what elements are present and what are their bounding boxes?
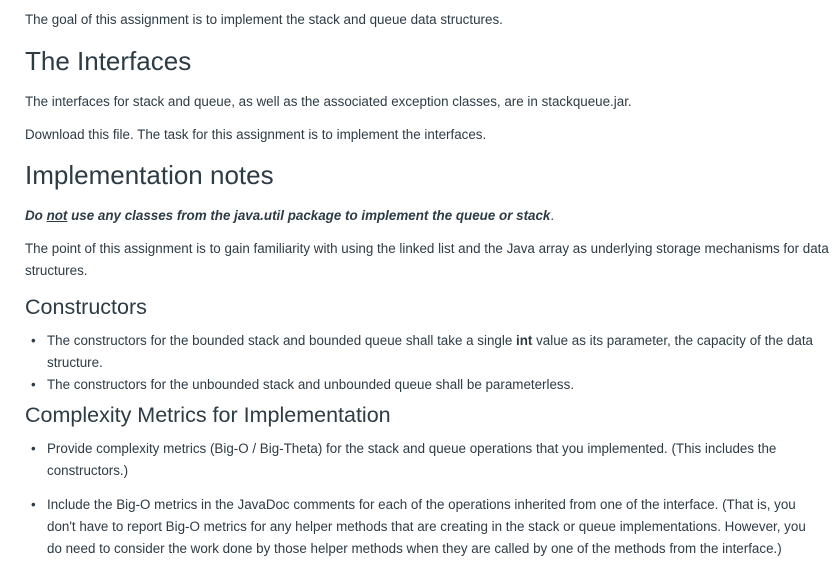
list-item (25, 438, 815, 482)
warning-emphasis: not (46, 208, 68, 223)
complexity-list (25, 438, 815, 560)
complexity-item-1: Provide complexity metrics (Big-O / Big-Theta) for the stack and queue operations that you implemented. (This includes the constructors.) (47, 441, 777, 478)
list-item (25, 330, 815, 374)
purpose-paragraph: The point of this assignment is to gain familiarity with using the linked list and the Java array as underlying storage mechanisms for data structures. (25, 241, 829, 278)
interfaces-heading: The Interfaces (25, 46, 192, 76)
bullet-icon: • (31, 377, 36, 392)
warning-text: use any classes from the java.util package to implement the queue or stack (67, 208, 551, 223)
complexity-metrics-heading: Complexity Metrics for Implementation (25, 403, 391, 427)
java-util-warning (25, 205, 554, 227)
constructor-item-1-suffix: value as its parameter, the capacity of the data structure. (47, 333, 813, 370)
complexity-item-2: Include the Big-O metrics in the JavaDoc comments for each of the operations inherited from one of the interface. (That is, you don't have to report Big-O metrics for any helper methods that are creating in the stack or queue implementations. However, you do need to consider the work done by those helper methods when they are called by one of the methods from the interface.) (47, 497, 806, 556)
warning-prefix: Do (25, 208, 47, 223)
bullet-icon: • (31, 497, 36, 512)
list-item (25, 494, 815, 560)
bullet-icon: • (31, 333, 36, 348)
int-keyword: int (516, 333, 533, 348)
interfaces-paragraph: The interfaces for stack and queue, as well as the associated exception classes, are in stackqueue.jar. (25, 94, 632, 109)
constructors-list (25, 330, 815, 396)
intro-paragraph: The goal of this assignment is to implement the stack and queue data structures. (25, 12, 503, 27)
constructor-item-2: The constructors for the unbounded stack and unbounded queue shall be parameterless. (47, 377, 575, 392)
download-paragraph: Download this file. The task for this assignment is to implement the interfaces. (25, 127, 487, 142)
constructor-item-1-prefix: The constructors for the bounded stack and bounded queue shall take a single (47, 333, 516, 348)
bullet-icon: • (31, 441, 36, 456)
warning-period: . (550, 208, 555, 223)
implementation-notes-heading: Implementation notes (25, 160, 274, 190)
constructors-heading: Constructors (25, 295, 147, 319)
list-item (25, 374, 815, 396)
